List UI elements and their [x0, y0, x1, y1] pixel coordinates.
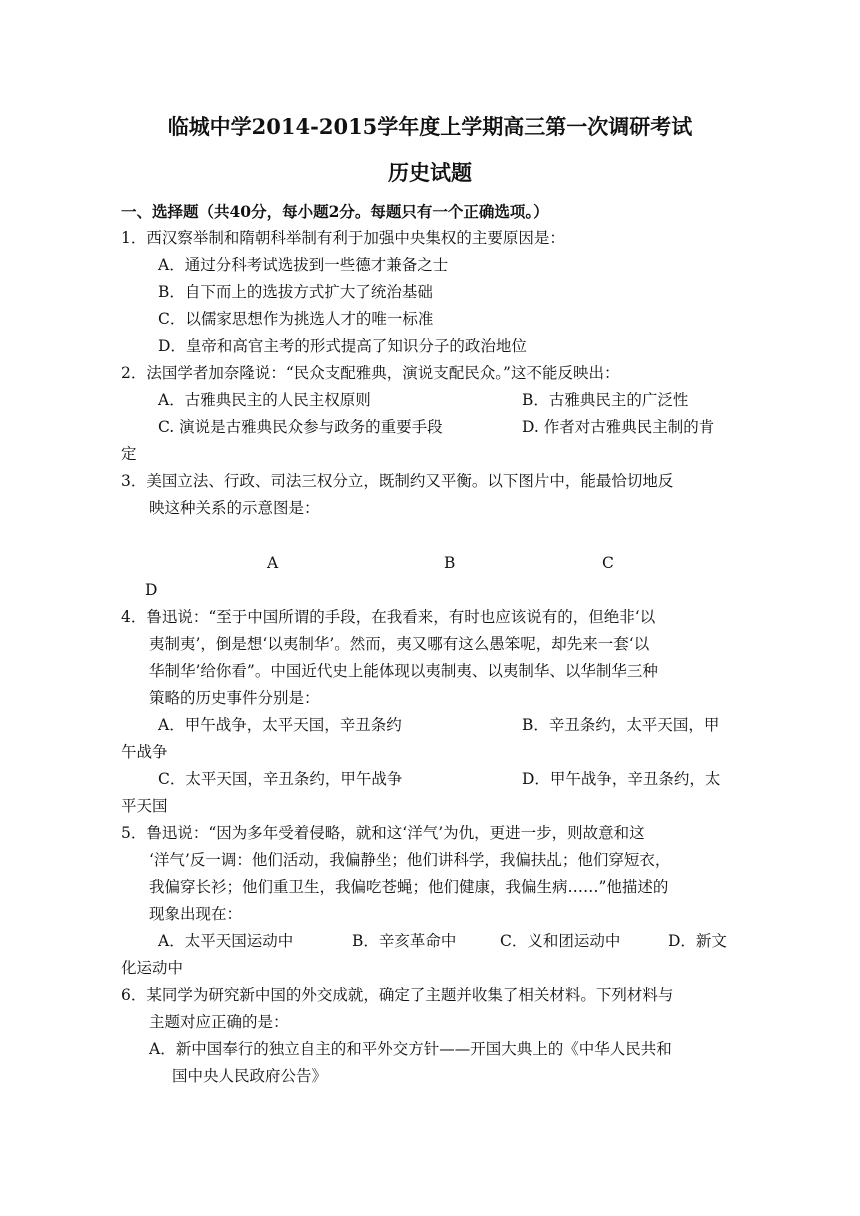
question-5-option-b: B．辛亥革命中 — [352, 932, 457, 950]
question-1-option-a: A．通过分科考试选拔到一些德才兼备之士 — [158, 256, 449, 274]
exam-title: 临城中学2014-2015学年度上学期高三第一次调研考试 — [167, 114, 693, 139]
question-4-stem-cont-1: 夷制夷’，倒是想‘以夷制华’。然而，夷又哪有这么愚笨呢，却先来一套‘以 — [149, 635, 650, 653]
question-6-option-a-wrap: 国中央人民政府公告》 — [172, 1067, 328, 1085]
question-4-stem-cont-2: 华制华’给你看”。中国近代史上能体现以夷制夷、以夷制华、以华制华三种 — [149, 662, 658, 680]
question-4-option-d-wrap: 平天国 — [121, 797, 168, 815]
question-2-option-b: B．古雅典民主的广泛性 — [522, 391, 689, 409]
question-2-option-a: A．古雅典民主的人民主权原则 — [158, 391, 371, 409]
diagram-label-c: C — [602, 554, 614, 572]
question-4-option-d: D．甲午战争，辛丑条约，太 — [522, 770, 721, 788]
question-2-stem: 2．法国学者加奈隆说：“民众支配雅典，演说支配民众。”这不能反映出： — [121, 364, 620, 382]
question-5-stem-cont-1: ‘洋气’反一调：他们活动，我偏静坐；他们讲科学，我偏扶乩；他们穿短衣， — [149, 851, 671, 869]
question-5-option-c: C．义和团运动中 — [500, 932, 621, 950]
question-1-option-d: D．皇帝和高官主考的形式提高了知识分子的政治地位 — [158, 337, 527, 355]
question-2-option-c: C. 演说是古雅典民众参与政务的重要手段 — [158, 418, 443, 436]
question-5-option-a: A．太平天国运动中 — [158, 932, 294, 950]
question-3-stem-cont: 映这种关系的示意图是： — [149, 499, 320, 517]
question-5-stem-cont-3: 现象出现在： — [149, 905, 243, 923]
question-6-stem: 6．某同学为研究新中国的外交成就，确定了主题并收集了相关材料。下列材料与 — [121, 986, 674, 1004]
question-5-option-d: D．新文 — [668, 932, 727, 950]
diagram-label-b: B — [444, 554, 456, 572]
question-5-stem: 5．鲁迅说：“因为多年受着侵略，就和这‘洋气’为仇，更进一步，则故意和这 — [121, 824, 645, 842]
question-5-option-d-wrap: 化运动中 — [121, 959, 184, 977]
question-4-option-a: A．甲午战争，太平天国，辛丑条约 — [158, 716, 402, 734]
question-1-option-b: B．自下而上的选拔方式扩大了统治基础 — [158, 283, 433, 301]
question-4-option-b: B．辛丑条约，太平天国，甲 — [522, 716, 720, 734]
question-6-stem-cont: 主题对应正确的是： — [149, 1013, 289, 1031]
question-6-option-a: A．新中国奉行的独立自主的和平外交方针——开国大典上的《中华人民共和 — [149, 1040, 672, 1058]
question-4-option-b-wrap: 午战争 — [121, 743, 168, 761]
diagram-label-d: D — [145, 581, 158, 599]
question-1-option-c: C．以儒家思想作为挑选人才的唯一标准 — [158, 310, 434, 328]
exam-subtitle: 历史试题 — [388, 160, 472, 185]
question-1-stem: 1．西汉察举制和隋朝科举制有利于加强中央集权的主要原因是： — [121, 229, 565, 247]
section-heading: 一、选择题（共40分，每小题2分。每题只有一个正确选项。） — [121, 202, 549, 221]
question-3-stem: 3．美国立法、行政、司法三权分立，既制约又平衡。以下图片中，能最恰切地反 — [121, 472, 674, 490]
question-4-stem: 4．鲁迅说：“至于中国所谓的手段，在我看来，有时也应该说有的，但绝非‘以 — [121, 608, 656, 626]
question-2-option-d: D. 作者对古雅典民主制的肯 — [522, 418, 715, 436]
question-4-option-c: C．太平天国，辛丑条约，甲午战争 — [158, 770, 403, 788]
question-5-stem-cont-2: 我偏穿长衫；他们重卫生，我偏吃苍蝇；他们健康，我偏生病……”他描述的 — [149, 878, 669, 896]
question-2-option-d-wrap: 定 — [121, 445, 137, 463]
diagram-label-a: A — [267, 554, 279, 572]
question-4-stem-cont-3: 策略的历史事件分别是： — [149, 689, 320, 707]
